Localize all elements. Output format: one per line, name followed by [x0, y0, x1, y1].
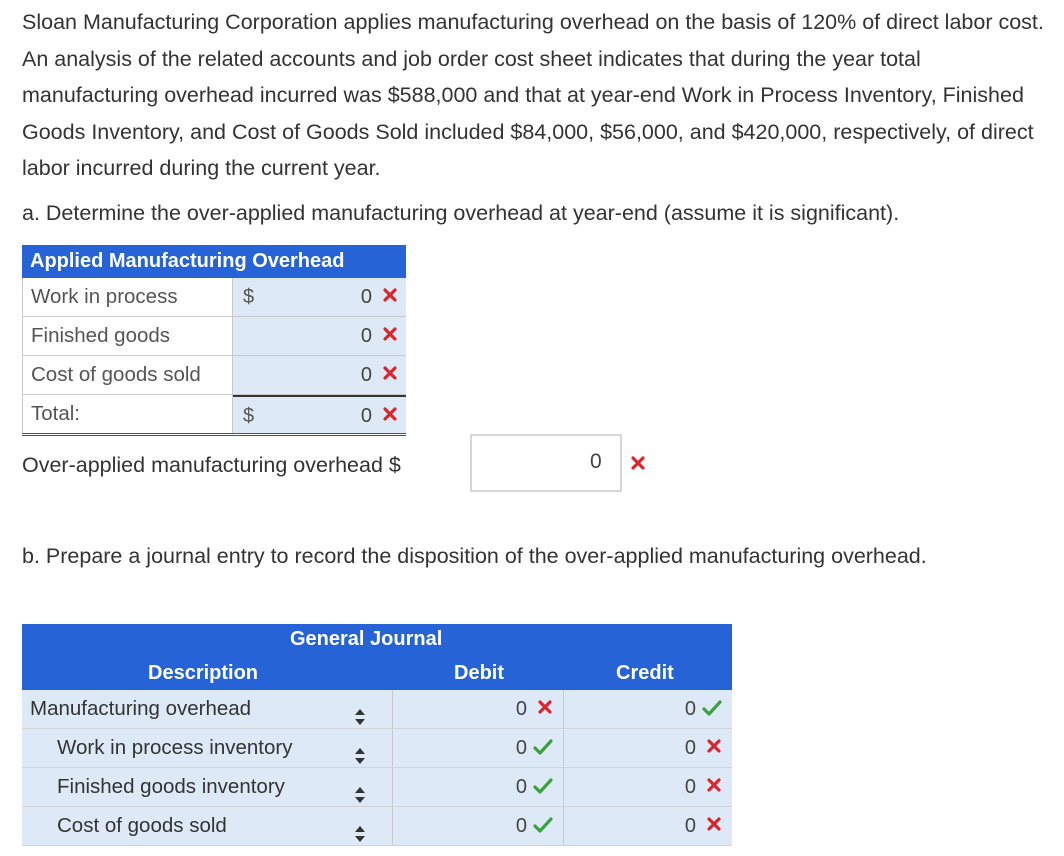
- journal-description-select[interactable]: [22, 807, 393, 845]
- total-label: Total:: [22, 395, 233, 433]
- applied-total-row: [22, 395, 406, 436]
- journal-credit-cell[interactable]: [564, 807, 732, 845]
- journal-row: [22, 690, 732, 729]
- problem-statement: Sloan Manufacturing Corporation applies manufacturing overhead on the basis of 120% of direct labor cost. An analysis of the related accounts and job order cost sheet indicates that during the year total manufacturing overhead incurred was $588,000 and that at year-end Work in Process Inventory, Finished Goods Inventory, and Cost of Goods Sold included $84,000, $56,000, and $420,000, respectively, of direct labor incurred during the current year.: [22, 10, 1044, 180]
- select-arrows-icon[interactable]: [354, 818, 366, 856]
- journal-row: [22, 768, 732, 807]
- wrong-icon: [537, 699, 553, 720]
- applied-value: 0: [360, 286, 372, 308]
- journal-description-select[interactable]: [22, 768, 393, 806]
- credit-value: 0: [684, 776, 696, 798]
- column-credit: Credit: [616, 662, 674, 684]
- correct-icon: [702, 699, 722, 722]
- over-applied-label: Over-applied manufacturing overhead $: [22, 452, 401, 477]
- journal-description: Work in process inventory: [57, 736, 293, 759]
- journal-credit-cell[interactable]: [564, 729, 732, 767]
- journal-title: General Journal: [290, 628, 443, 650]
- applied-value: 0: [360, 364, 372, 386]
- over-applied-value: 0: [590, 450, 602, 473]
- wrong-icon: [706, 816, 722, 837]
- journal-header: [22, 624, 732, 690]
- applied-row-label: Cost of goods sold: [22, 356, 233, 394]
- journal-debit-cell[interactable]: [393, 807, 564, 845]
- general-journal-table: [22, 624, 732, 846]
- applied-row: [22, 278, 406, 317]
- journal-debit-cell[interactable]: [393, 768, 564, 806]
- total-value-cell[interactable]: [233, 395, 406, 433]
- wrong-icon: [706, 777, 722, 798]
- credit-value: 0: [684, 737, 696, 759]
- journal-description-select[interactable]: [22, 729, 393, 767]
- correct-icon: [533, 738, 553, 761]
- applied-value-cell[interactable]: [233, 278, 406, 316]
- journal-debit-cell[interactable]: [393, 690, 564, 728]
- debit-value: 0: [515, 698, 527, 720]
- journal-description-select[interactable]: [22, 690, 393, 728]
- wrong-icon: [630, 452, 646, 477]
- debit-value: 0: [515, 737, 527, 759]
- applied-value-cell[interactable]: [233, 356, 406, 394]
- debit-value: 0: [515, 815, 527, 837]
- journal-description: Manufacturing overhead: [30, 697, 252, 720]
- applied-value-cell[interactable]: [233, 317, 406, 355]
- applied-row: [22, 356, 406, 395]
- applied-row-label: Finished goods: [22, 317, 233, 355]
- over-applied-row: [22, 434, 602, 496]
- journal-credit-cell[interactable]: [564, 768, 732, 806]
- part-b-question: b. Prepare a journal entry to record the disposition of the over-applied manufacturing overhead.: [22, 544, 927, 568]
- currency-symbol: $: [243, 405, 255, 427]
- total-value: 0: [360, 405, 372, 427]
- correct-icon: [533, 777, 553, 800]
- journal-description: Cost of goods sold: [57, 814, 227, 837]
- credit-value: 0: [684, 815, 696, 837]
- wrong-icon: [382, 397, 398, 435]
- journal-description: Finished goods inventory: [57, 775, 285, 798]
- journal-row: [22, 729, 732, 768]
- part-a-question: a. Determine the over-applied manufacturing overhead at year-end (assume it is significant).: [22, 201, 900, 225]
- wrong-icon: [706, 738, 722, 759]
- column-debit: Debit: [454, 662, 504, 684]
- currency-symbol: $: [243, 286, 255, 308]
- debit-value: 0: [515, 776, 527, 798]
- journal-debit-cell[interactable]: [393, 729, 564, 767]
- applied-row-label: Work in process: [22, 278, 233, 316]
- journal-row: [22, 807, 732, 846]
- applied-row: [22, 317, 406, 356]
- applied-overhead-title: Applied Manufacturing Overhead: [22, 245, 406, 278]
- column-description: Description: [148, 662, 259, 684]
- wrong-icon: [382, 278, 398, 316]
- applied-value: 0: [360, 325, 372, 347]
- wrong-icon: [382, 356, 398, 394]
- applied-overhead-table: [22, 245, 406, 436]
- journal-credit-cell[interactable]: [564, 690, 732, 728]
- wrong-icon: [382, 317, 398, 355]
- credit-value: 0: [684, 698, 696, 720]
- correct-icon: [533, 816, 553, 839]
